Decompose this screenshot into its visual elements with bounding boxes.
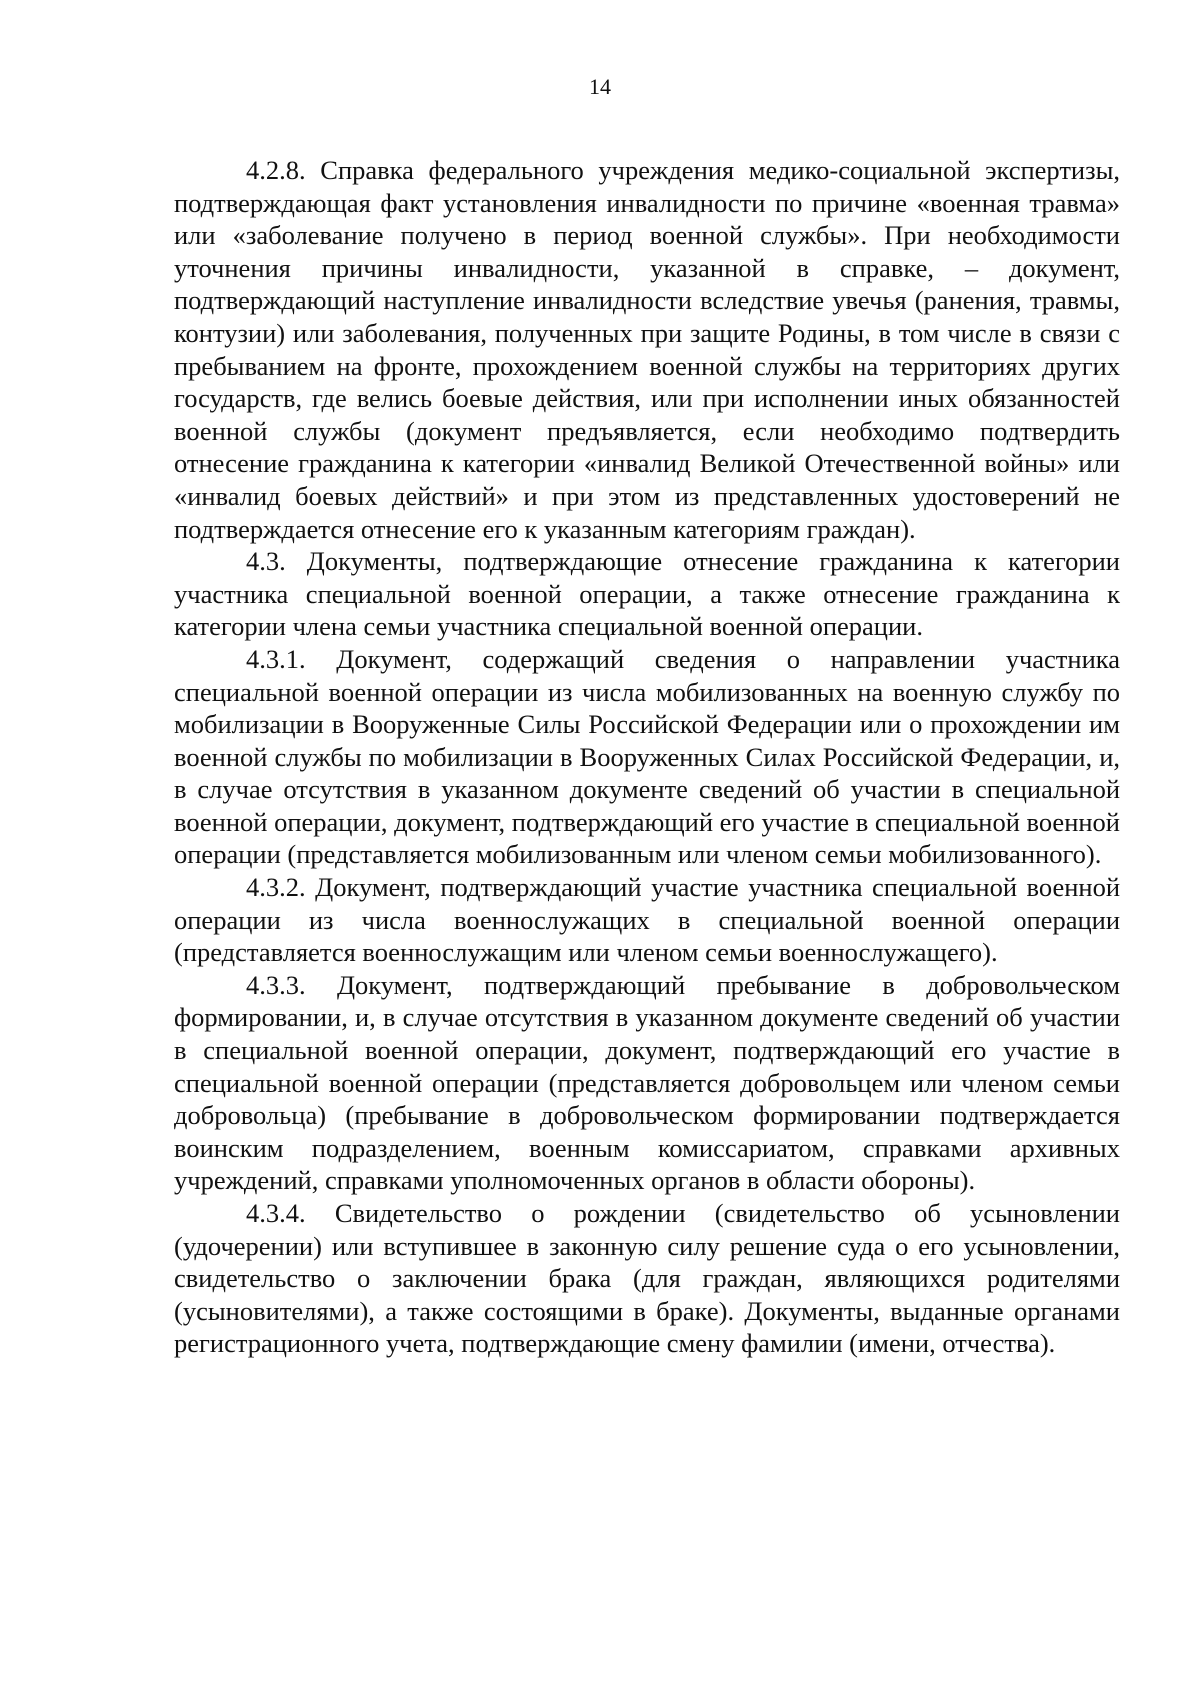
paragraph-4-2-8: 4.2.8. Справка федерального учреждения медико-социальной экспертизы, подтверждающая факт установления инвалидности по причине «военная травма» или «заболевание получено в период военной службы». При необходимости уточнения причины инвалидности, указанной в справке, – документ, подтверждающий наступление инвалидности вследствие увечья (ранения, травмы, контузии) или заболевания, полученных при защите Родины, в том числе в связи с пребыванием на фронте, прохождением военной службы на территориях других государств, где велись боевые действия, или при исполнении иных обязанностей военной службы (документ предъявляется, если необходимо подтвердить отнесение гражданина к категории «инвалид Великой Отечественной войны» или «инвалид боевых действий» и при этом из представленных удостоверений не подтверждается отнесение его к указанным категориям граждан). (174, 155, 1120, 544)
paragraph-4-3-4: 4.3.4. Свидетельство о рождении (свидетельство об усыновлении (удочерении) или вступившее в законную силу решение суда о его усыновлении, свидетельство о заключении брака (для граждан, являющихся родителями (усыновителями), а также состоящими в браке). Документы, выданные органами регистрационного учета, подтверждающие смену фамилии (имени, отчества). (174, 1198, 1120, 1359)
paragraph-4-3-2: 4.3.2. Документ, подтверждающий участие участника специальной военной операции из числа военнослужащих в специальной военной операции (представляется военнослужащим или членом семьи военнослужащего). (174, 872, 1120, 968)
paragraph-4-3-3: 4.3.3. Документ, подтверждающий пребывание в добровольческом формировании, и, в случае отсутствия в указанном документе сведений об участии в специальной военной операции, документ, подтверждающий его участие в специальной военной операции (представляется добровольцем или членом семьи добровольца) (пребывание в добровольческом формировании подтверждается воинским подразделением, военным комиссариатом, справками архивных учреждений, справками уполномоченных органов в области обороны). (174, 969, 1120, 1196)
page-number: 14 (589, 74, 611, 99)
paragraph-4-3: 4.3. Документы, подтверждающие отнесение гражданина к категории участника специальной военной операции, а также отнесение гражданина к категории члена семьи участника специальной военной операции. (174, 546, 1120, 642)
paragraph-4-3-1: 4.3.1. Документ, содержащий сведения о направлении участника специальной военной операции из числа мобилизованных на военную службу по мобилизации в Вооруженные Силы Российской Федерации или о прохождении им военной службы по мобилизации в Вооруженных Силах Российской Федерации, и, в случае отсутствия в указанном документе сведений об участии в специальной военной операции, документ, подтверждающий его участие в специальной военной операции (представляется мобилизованным или членом семьи мобилизованного). (174, 643, 1120, 870)
document-body (174, 154, 1120, 1360)
